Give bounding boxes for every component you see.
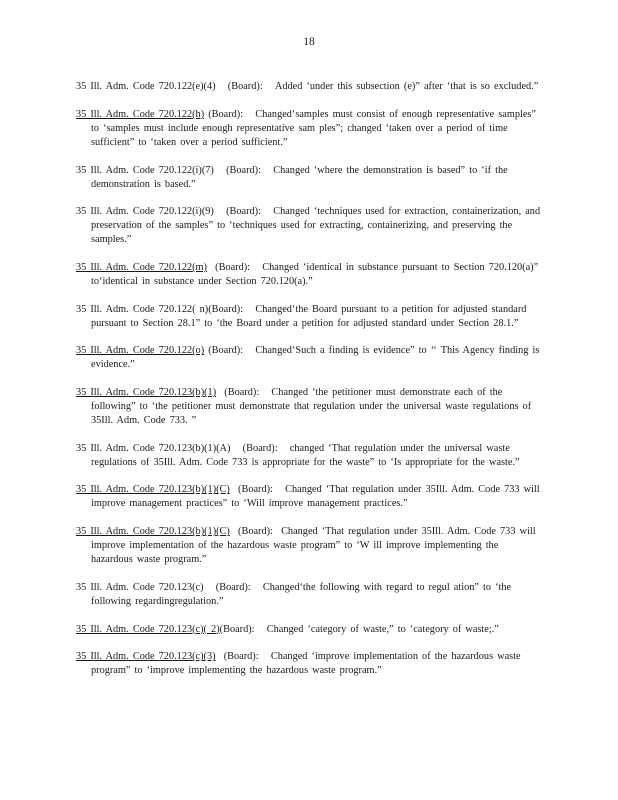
entry-citation: 35 Ill. Adm. Code 720.122(e)(4) xyxy=(76,81,216,93)
entry-change: Changed‘samples must consist of enough representative samples” to ‘samples must include enough representative sam ples”; changed ‘taken over a period of time sufficient” to ‘taken over a period sufficient.” xyxy=(91,108,536,148)
entry-change: Changed ‘improve implementation of the hazardous waste program” to ‘improve implementing the hazardous waste program.” xyxy=(91,651,521,677)
entry-source: (Board): xyxy=(208,345,244,357)
entry-change: Changed ‘techniques used for extraction, containerization, and preservation of the samples” to ‘techniques used for extracting, containerizing, and preserving the samples.” xyxy=(91,206,541,246)
amendment-entry xyxy=(76,344,542,372)
amendment-entry xyxy=(76,623,542,637)
entry-citation: 35 Ill. Adm. Code 720.122(o) xyxy=(76,345,205,357)
entry-change: Changed ‘the petitioner must demonstrate each of the following” to ‘the petitioner must demonstrate that regulation under the universal waste regulations of 35Ill. Adm. Code 733. ” xyxy=(91,387,532,427)
entry-citation: 35 Ill. Adm. Code 720.123(b)(1) xyxy=(76,387,217,399)
amendment-entry xyxy=(76,483,542,511)
amendment-entry xyxy=(76,303,542,331)
amendment-entry xyxy=(76,261,542,289)
amendment-entry xyxy=(76,205,542,247)
entry-citation: 35 Ill. Adm. Code 720.123(b)(1)(C) xyxy=(76,484,230,496)
entry-change: Changed ‘where the demonstration is based” to ‘if the demonstration is based.” xyxy=(91,164,508,190)
amendment-entry xyxy=(76,442,542,470)
entry-source: (Board): xyxy=(242,442,278,454)
entry-citation: 35 Ill. Adm. Code 720.123(c)(3) xyxy=(76,651,216,663)
entry-source: (Board): xyxy=(208,303,244,315)
amendment-entry xyxy=(76,650,542,678)
entry-citation: 35 Ill. Adm. Code 720.122(m) xyxy=(76,262,207,274)
amendment-entry xyxy=(76,525,542,567)
entry-citation: 35 Ill. Adm. Code 720.123(b)(1)(A) xyxy=(76,442,231,454)
entry-source: (Board): xyxy=(226,206,261,218)
entry-citation: 35 Ill. Adm. Code 720.123(b)(1)(C) xyxy=(76,526,230,538)
entry-change: Added ‘under this subsection (e)” after ‘that is so excluded.” xyxy=(274,81,539,93)
entry-change: changed ‘That regulation under the universal waste regulations of 35Ill. Adm. Code 733 is appropriate for the waste” to ‘Is appropriate for the waste.” xyxy=(91,442,520,468)
entry-source: (Board): xyxy=(215,262,251,274)
entry-source: (Board): xyxy=(219,623,255,635)
page-number: 18 xyxy=(303,36,315,48)
amendment-entry xyxy=(76,80,542,94)
entry-citation: 35 Ill. Adm. Code 720.123(c) xyxy=(76,581,204,593)
entry-source: (Board): xyxy=(223,651,259,663)
entry-source: (Board): xyxy=(238,526,273,538)
entry-change: Changed‘the Board pursuant to a petition for adjusted standard pursuant to Section 28.1” to ‘the Board under a petition for adjusted standard under Section 28.1.” xyxy=(91,303,527,329)
entry-source: (Board): xyxy=(227,81,263,93)
amendment-entry xyxy=(76,108,542,150)
entry-change: Changed ‘That regulation under 35Ill. Adm. Code 733 will improve implementation of the hazardous waste program” to ‘W ill improve implementing the hazardous waste program.” xyxy=(91,526,536,566)
amendment-entry xyxy=(76,164,542,192)
entry-source: (Board): xyxy=(226,164,261,176)
entry-citation: 35 Ill. Adm. Code 720.122( n) xyxy=(76,303,209,315)
entry-change: Changed ‘category of waste,” to ‘category of waste;.” xyxy=(266,623,499,635)
entry-change: Changed ‘That regulation under 35Ill. Adm. Code 733 will improve management practices” to ‘Will improve management practices.” xyxy=(91,484,540,510)
entry-source: (Board): xyxy=(224,387,260,399)
entry-citation: 35 Ill. Adm. Code 720.123(c)( 2) xyxy=(76,623,220,635)
entry-citation: 35 Ill. Adm. Code 720.122(i)(7) xyxy=(76,164,214,176)
amendment-entry xyxy=(76,581,542,609)
entry-source: (Board): xyxy=(208,108,244,120)
amendment-entry xyxy=(76,386,542,428)
entry-change: Changed‘the following with regard to regul ation” to ‘the following regardingregulation.” xyxy=(91,581,512,607)
entry-change: Changed‘Such a finding is evidence” to ‘‘ This Agency finding is evidence.” xyxy=(91,345,540,371)
entry-source: (Board): xyxy=(238,484,273,496)
amendment-list xyxy=(76,70,542,692)
entry-change: Changed ‘identical in substance pursuant to Section 720.120(a)” to‘identical in substance under Section 720.120(a).” xyxy=(91,262,539,288)
entry-citation: 35 Ill. Adm. Code 720.122(h) xyxy=(76,108,205,120)
entry-source: (Board): xyxy=(215,581,251,593)
entry-citation: 35 Ill. Adm. Code 720.122(i)(9) xyxy=(76,206,214,218)
